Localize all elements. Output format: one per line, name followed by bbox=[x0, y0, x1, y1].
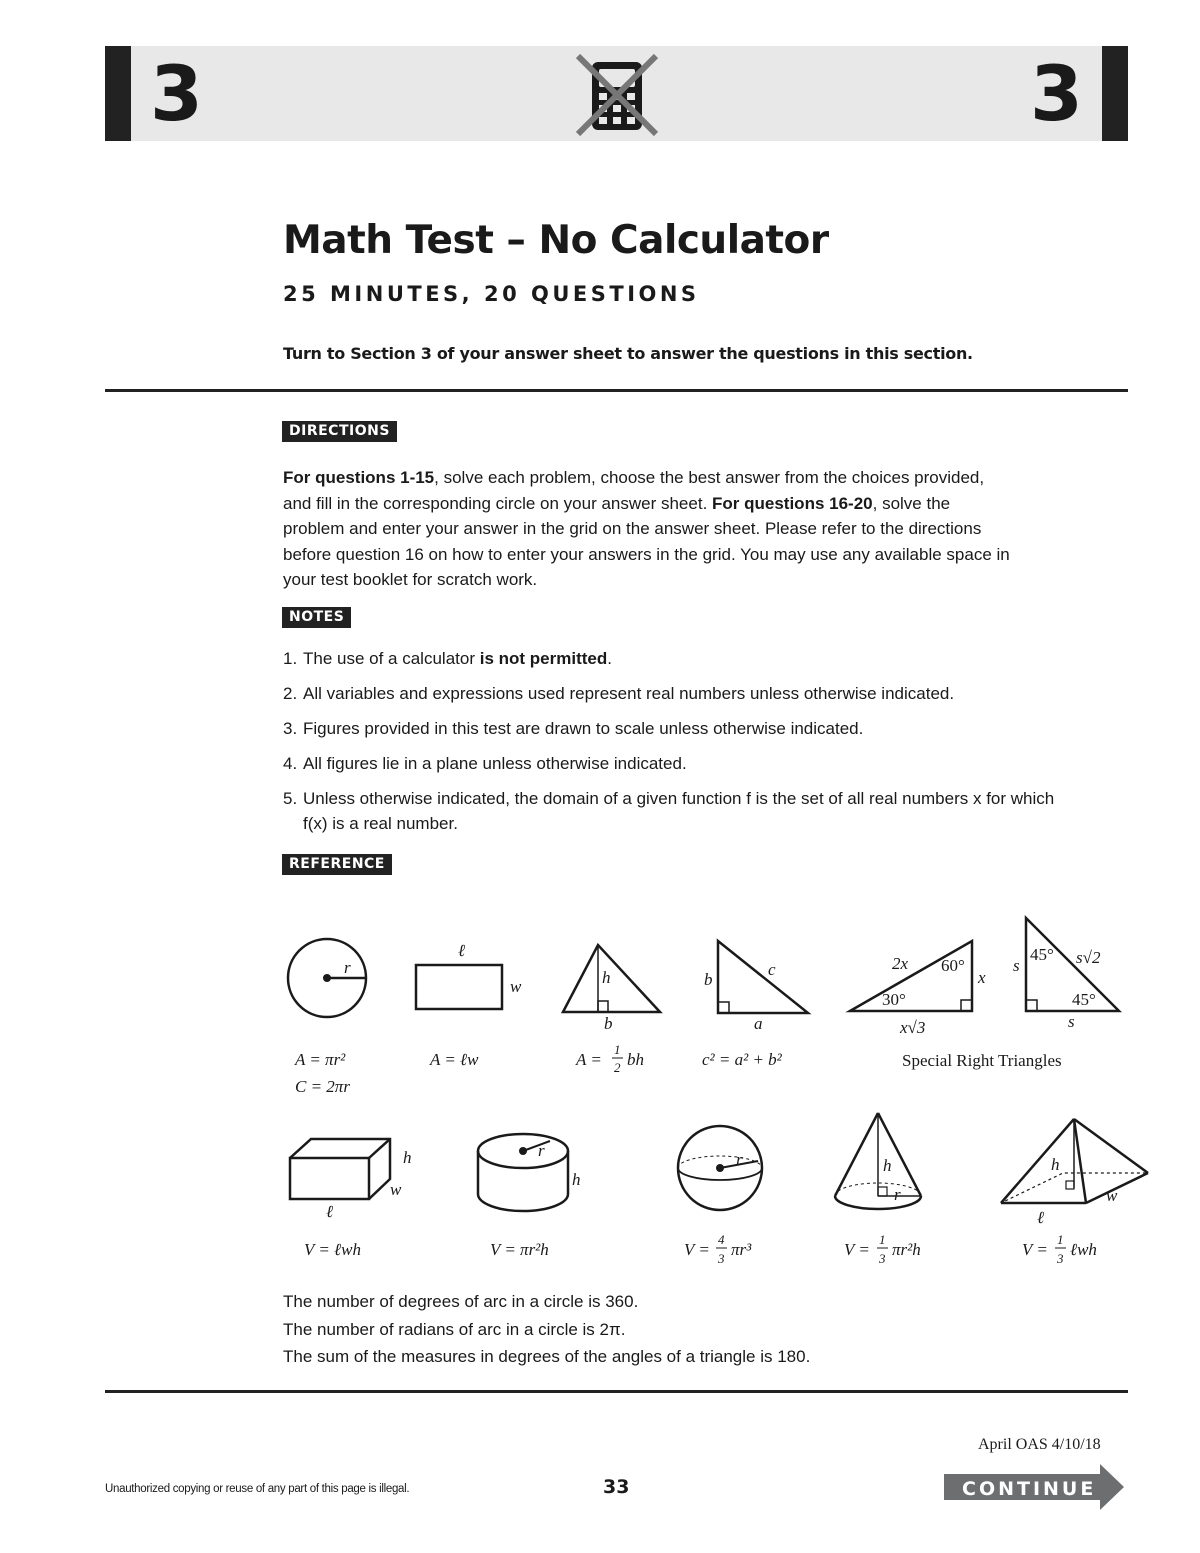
cone-r-label: r bbox=[894, 1185, 901, 1204]
box-figure bbox=[290, 1139, 390, 1199]
note-bold: is not permitted bbox=[479, 649, 608, 668]
cone-vol-post: πr²h bbox=[892, 1240, 921, 1259]
continue-label: CONTINUE bbox=[962, 1478, 1097, 1500]
page-title: Math Test – No Calculator bbox=[283, 218, 829, 263]
special-xroot3-label: x√3 bbox=[900, 1018, 926, 1037]
box-w-label: w bbox=[390, 1180, 402, 1199]
pythagorean-formula: c² = a² + b² bbox=[702, 1050, 782, 1069]
tri-base-label: b bbox=[604, 1014, 613, 1033]
cone-figure bbox=[835, 1113, 921, 1209]
divider-bottom bbox=[105, 1390, 1128, 1393]
note-item bbox=[283, 681, 1083, 706]
special-s-left-label: s bbox=[1013, 956, 1020, 975]
reference-figures bbox=[280, 905, 1140, 1285]
pyr-w-label: w bbox=[1106, 1186, 1118, 1205]
special-sroot2-label: s√2 bbox=[1076, 948, 1101, 967]
special-45-bottom-label: 45° bbox=[1072, 990, 1096, 1009]
note-number: 5. bbox=[283, 789, 298, 808]
header-left-bar bbox=[105, 46, 131, 141]
note-text: The use of a calculator bbox=[303, 649, 480, 668]
rt-c-label: c bbox=[768, 960, 776, 979]
special-2x-label: 2x bbox=[892, 954, 909, 973]
box-h-label: h bbox=[403, 1148, 412, 1167]
footer-legal-notice: Unauthorized copying or reuse of any part of this page is illegal. bbox=[105, 1483, 410, 1495]
no-calculator-icon bbox=[572, 52, 662, 141]
triangle-figure bbox=[563, 945, 660, 1012]
pyr-vol-pre: V = bbox=[1022, 1240, 1048, 1259]
notes-list bbox=[283, 646, 1083, 846]
rect-width-label: w bbox=[510, 977, 522, 996]
note-text: All figures lie in a plane unless otherwise indicated. bbox=[303, 754, 687, 773]
section-number-left: 3 bbox=[150, 49, 203, 138]
pyr-vol-num: 1 bbox=[1057, 1232, 1064, 1247]
special-s-bottom-label: s bbox=[1068, 1012, 1075, 1031]
directions-bold-1: For questions 1-15 bbox=[283, 468, 435, 487]
tri-area-den: 2 bbox=[614, 1060, 621, 1075]
directions-text-2: , solve the problem and enter your answer in the grid on the answer sheet. Please refer to the directions before question 16 on how to enter your answers in the grid. You may use any available space in your test booklet for scratch work. bbox=[283, 493, 1010, 589]
sphere-r-label: r bbox=[736, 1150, 743, 1169]
section-number-right: 3 bbox=[1030, 49, 1083, 138]
circle-radius-label: r bbox=[344, 958, 351, 977]
rect-length-label: ℓ bbox=[458, 941, 466, 960]
note-item bbox=[283, 646, 1083, 671]
pyr-l-label: ℓ bbox=[1037, 1208, 1045, 1227]
note-number: 3. bbox=[283, 719, 298, 738]
box-volume-formula: V = ℓwh bbox=[304, 1240, 361, 1259]
instruction-text: Turn to Section 3 of your answer sheet to answer the questions in this section. bbox=[283, 344, 973, 363]
note-item bbox=[283, 716, 1083, 741]
tri-area-post: bh bbox=[627, 1050, 644, 1069]
note-item bbox=[283, 751, 1083, 776]
cone-vol-den: 3 bbox=[879, 1251, 886, 1266]
pyr-h-label: h bbox=[1051, 1155, 1060, 1174]
sphere-vol-pre: V = bbox=[684, 1240, 710, 1259]
pyr-vol-post: ℓwh bbox=[1070, 1240, 1097, 1259]
cone-h-label: h bbox=[883, 1156, 892, 1175]
cylinder-volume-formula: V = πr²h bbox=[490, 1240, 549, 1259]
note-number: 4. bbox=[283, 754, 298, 773]
notes-label: NOTES bbox=[282, 607, 351, 628]
fact-degrees: The number of degrees of arc in a circle is 360. bbox=[283, 1292, 639, 1311]
directions-bold-2: For questions 16-20 bbox=[712, 493, 873, 513]
special-x-label: x bbox=[978, 968, 986, 987]
special-triangle-30-60-90 bbox=[850, 941, 972, 1011]
rect-area-formula: A = ℓw bbox=[430, 1050, 479, 1069]
tri-area-pre: A = bbox=[576, 1050, 602, 1069]
note-text: All variables and expressions used represent real numbers unless otherwise indicated. bbox=[303, 684, 955, 703]
note-number: 1. bbox=[283, 649, 298, 668]
circle-area-formula: A = πr² bbox=[295, 1050, 346, 1069]
rectangle-figure bbox=[416, 965, 502, 1009]
fact-radians: The number of radians of arc in a circle is 2π. bbox=[283, 1319, 626, 1339]
circle-circumference-formula: C = 2πr bbox=[295, 1077, 350, 1096]
special-triangles-caption: Special Right Triangles bbox=[902, 1051, 1062, 1070]
rt-a-label: a bbox=[754, 1014, 763, 1033]
special-30-label: 30° bbox=[882, 990, 906, 1009]
tri-area-num: 1 bbox=[614, 1042, 621, 1057]
sphere-vol-num: 4 bbox=[718, 1232, 725, 1247]
continue-arrow-icon[interactable] bbox=[944, 1464, 1126, 1515]
note-text: Unless otherwise indicated, the domain of a given function f is the set of all real numbers x for which f(x) is a real number. bbox=[303, 789, 1055, 833]
pyr-vol-den: 3 bbox=[1057, 1251, 1064, 1266]
sphere-vol-post: πr³ bbox=[731, 1240, 752, 1259]
note-item bbox=[283, 786, 1083, 836]
note-text: . bbox=[607, 649, 612, 668]
right-triangle-figure bbox=[718, 941, 808, 1013]
cylinder-figure bbox=[478, 1134, 568, 1211]
reference-facts bbox=[283, 1288, 810, 1371]
footer-date: April OAS 4/10/18 bbox=[978, 1436, 1101, 1453]
cyl-r-label: r bbox=[538, 1141, 545, 1160]
special-45-top-label: 45° bbox=[1030, 945, 1054, 964]
box-l-label: ℓ bbox=[326, 1202, 334, 1221]
page-number: 33 bbox=[603, 1476, 630, 1498]
directions-label: DIRECTIONS bbox=[282, 421, 397, 442]
cyl-h-label: h bbox=[572, 1170, 581, 1189]
cone-vol-pre: V = bbox=[844, 1240, 870, 1259]
cone-vol-num: 1 bbox=[879, 1232, 886, 1247]
pyramid-figure bbox=[1001, 1119, 1148, 1203]
divider-top bbox=[105, 389, 1128, 392]
header-right-bar bbox=[1102, 46, 1128, 141]
reference-label: REFERENCE bbox=[282, 854, 392, 875]
note-text: Figures provided in this test are drawn to scale unless otherwise indicated. bbox=[303, 719, 864, 738]
directions-text bbox=[283, 465, 1013, 593]
sphere-vol-den: 3 bbox=[718, 1251, 725, 1266]
directions-text-1: , solve each problem, choose the best answer from the choices provided, and fill in the corresponding circle on your answer sheet. bbox=[283, 468, 985, 513]
page-subtitle: 25 MINUTES, 20 QUESTIONS bbox=[283, 282, 700, 306]
note-number: 2. bbox=[283, 684, 298, 703]
rt-b-label: b bbox=[704, 970, 713, 989]
fact-triangle-angles: The sum of the measures in degrees of the angles of a triangle is 180. bbox=[283, 1347, 811, 1366]
special-60-label: 60° bbox=[941, 956, 965, 975]
tri-height-label: h bbox=[602, 968, 611, 987]
